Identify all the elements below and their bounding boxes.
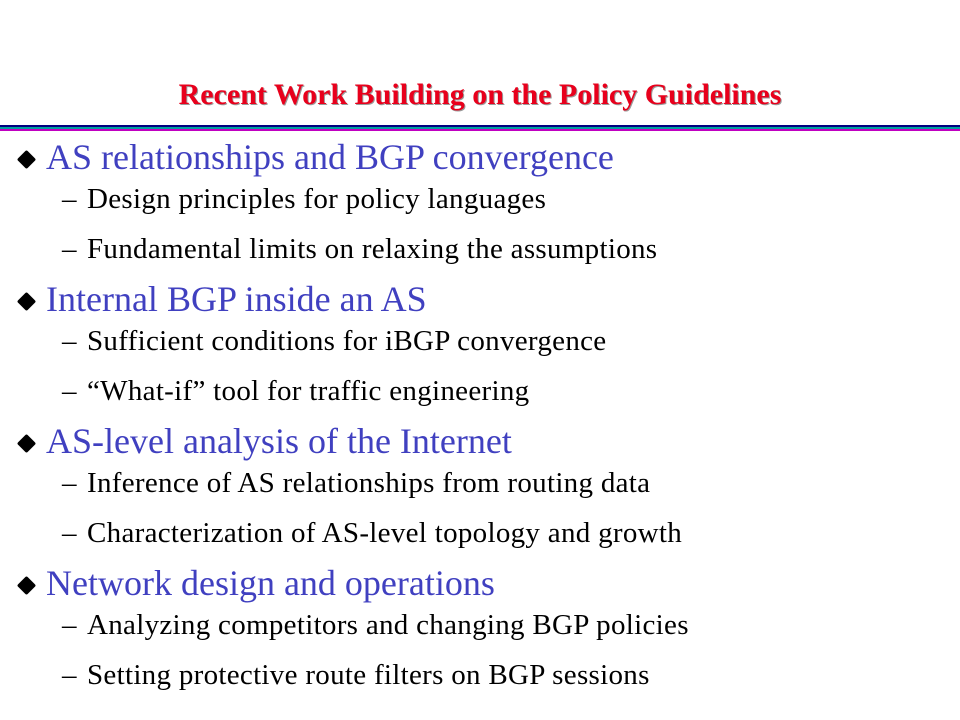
- sub-bullet-text: Inference of AS relationships from routing data: [87, 467, 651, 499]
- bullet-group: [18, 562, 948, 692]
- title-divider: [0, 125, 960, 133]
- slide-title: Recent Work Building on the Policy Guidelines: [178, 78, 782, 111]
- sub-bullet: [62, 182, 948, 216]
- dash-marker: –: [62, 375, 77, 407]
- bullet-text: Internal BGP inside an AS: [46, 279, 427, 319]
- bullet-item: [18, 278, 948, 320]
- bullet-group: [18, 278, 948, 408]
- dash-marker: –: [62, 517, 77, 549]
- sub-bullet-text: “What-if” tool for traffic engineering: [87, 375, 530, 407]
- sub-bullet: [62, 466, 948, 500]
- sub-bullet-text: Design principles for policy languages: [87, 183, 547, 215]
- sub-bullet-text: Analyzing competitors and changing BGP policies: [87, 609, 689, 641]
- dash-marker: –: [62, 183, 77, 215]
- bullet-text: Network design and operations: [46, 563, 495, 603]
- sub-bullet: [62, 608, 948, 642]
- sub-bullet: [62, 658, 948, 692]
- bullet-item: [18, 420, 948, 462]
- dash-marker: –: [62, 609, 77, 641]
- diamond-bullet-icon: [17, 291, 36, 310]
- sub-bullet-text: Sufficient conditions for iBGP convergence: [87, 325, 607, 357]
- bullet-group: [18, 420, 948, 550]
- diamond-bullet-icon: [17, 433, 36, 452]
- dash-marker: –: [62, 659, 77, 691]
- sub-bullet-text: Setting protective route filters on BGP sessions: [87, 659, 650, 691]
- dash-marker: –: [62, 233, 77, 265]
- dash-marker: –: [62, 467, 77, 499]
- sub-bullet: [62, 232, 948, 266]
- sub-bullet: [62, 324, 948, 358]
- bullet-text: AS relationships and BGP convergence: [46, 137, 614, 177]
- bullet-item: [18, 136, 948, 178]
- sub-bullet: [62, 516, 948, 550]
- bullet-list: [18, 136, 948, 692]
- bullet-text: AS-level analysis of the Internet: [46, 421, 512, 461]
- diamond-bullet-icon: [17, 149, 36, 168]
- dash-marker: –: [62, 325, 77, 357]
- sub-bullet: [62, 374, 948, 408]
- diamond-bullet-icon: [17, 575, 36, 594]
- bullet-item: [18, 562, 948, 604]
- bullet-group: [18, 136, 948, 266]
- sub-bullet-text: Fundamental limits on relaxing the assumptions: [87, 233, 658, 265]
- divider-line-3: [0, 129, 960, 131]
- sub-bullet-text: Characterization of AS-level topology and growth: [87, 517, 683, 549]
